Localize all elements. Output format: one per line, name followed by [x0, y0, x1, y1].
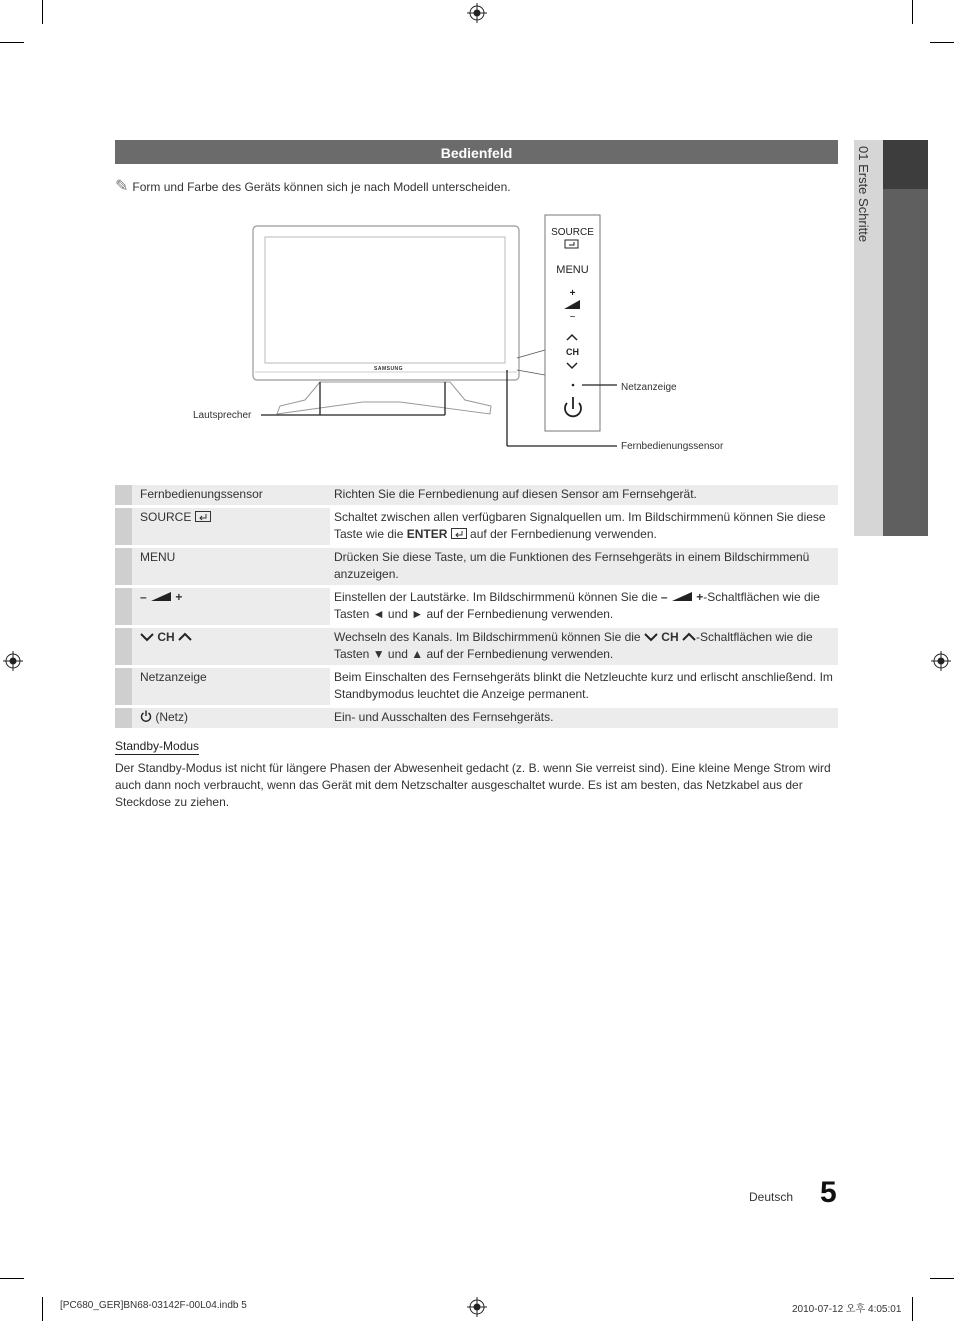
callout-fernbedienungssensor: Fernbedienungssensor	[621, 441, 724, 452]
chevron-down-icon	[644, 632, 658, 642]
crop-mark	[42, 0, 43, 24]
panel-menu-label: MENU	[556, 264, 589, 276]
row-name: Fernbedienungssensor	[132, 485, 330, 507]
row-name: (Netz)	[132, 707, 330, 730]
chevron-down-icon	[140, 632, 154, 642]
row-name: Netzanzeige	[132, 667, 330, 707]
row-desc: Ein- und Ausschalten des Fernsehgeräts.	[330, 707, 838, 730]
enter-icon	[451, 528, 467, 539]
callout-lautsprecher: Lautsprecher	[193, 410, 252, 421]
table-row	[115, 667, 838, 707]
panel-source-label: SOURCE	[551, 227, 594, 238]
row-name: SOURCE	[132, 507, 330, 547]
power-icon	[140, 710, 152, 722]
row-name: CH	[132, 627, 330, 667]
callout-netzanzeige: Netzanzeige	[621, 382, 677, 393]
footer-language: Deutsch	[749, 1190, 794, 1204]
side-tab-dark	[883, 140, 928, 536]
registration-mark-icon	[931, 651, 951, 671]
volume-icon	[671, 591, 693, 602]
pencil-note-icon: ✎	[115, 178, 129, 195]
row-desc: Beim Einschalten des Fernsehgeräts blinkt die Netzleuchte kurz und erlischt anschließend. Im Standbymodus leuchtet die Anzeige permanent.	[330, 667, 838, 707]
row-desc: Richten Sie die Fernbedienung auf diesen Sensor am Fernsehgerät.	[330, 485, 838, 507]
table-row	[115, 707, 838, 730]
crop-mark	[0, 1278, 24, 1279]
print-slug-date: 2010-07-12 오후 4:05:01	[792, 1304, 902, 1315]
side-tab-marker	[883, 140, 928, 189]
crop-mark	[912, 0, 913, 24]
table-row	[115, 507, 838, 547]
note-text: Form und Farbe des Geräts können sich je nach Modell unterscheiden.	[132, 180, 511, 194]
chapter-label: 01 Erste Schritte	[856, 146, 871, 243]
row-desc: Drücken Sie diese Taste, um die Funktionen des Fernsehgeräts in einem Bildschirmmenü anzuzeigen.	[330, 547, 838, 587]
crop-mark	[930, 1278, 954, 1279]
table-row	[115, 587, 838, 627]
registration-mark-icon	[467, 1297, 487, 1317]
crop-mark	[912, 1297, 913, 1321]
section-title: Bedienfeld	[115, 140, 838, 164]
row-name: MENU	[132, 547, 330, 587]
table-row	[115, 485, 838, 507]
row-desc: Einstellen der Lautstärke. Im Bildschirmmenü können Sie die – +-Schaltflächen wie die Tasten ◄ und ► auf der Fernbedienung verwenden.	[330, 587, 838, 627]
panel-minus-label: −	[569, 312, 576, 323]
standby-text: Der Standby-Modus ist nicht für längere Phasen der Abwesenheit gedacht (z. B. wenn Sie verreist sind). Eine kleine Menge Strom wird auch dann noch verbraucht, wenn das Gerät mit dem Netzschalter ausgeschaltet wurde. Es ist am besten, das Netzkabel aus der Steckdose zu ziehen.	[115, 761, 831, 809]
enter-icon	[195, 511, 211, 522]
panel-plus-label: +	[569, 288, 576, 299]
note	[115, 176, 511, 196]
chevron-up-icon	[178, 632, 192, 642]
control-table	[115, 485, 838, 731]
chevron-up-icon	[682, 632, 696, 642]
tv-diagram	[185, 210, 745, 470]
page-number: 5	[820, 1176, 837, 1209]
tv-brand-logo: SAMSUNG	[374, 366, 404, 372]
print-slug-file: [PC680_GER]BN68-03142F-00L04.indb 5	[60, 1300, 247, 1311]
table-row	[115, 627, 838, 667]
row-desc: Schaltet zwischen allen verfügbaren Signalquellen um. Im Bildschirmmenü können Sie diese Taste wie die ENTER auf der Fernbedienung verwenden.	[330, 507, 838, 547]
registration-mark-icon	[467, 3, 487, 23]
standby-title: Standby-Modus	[115, 739, 200, 753]
panel-ch-label: CH	[566, 347, 579, 357]
registration-mark-icon	[3, 651, 23, 671]
tv-stand	[277, 382, 491, 414]
crop-mark	[930, 42, 954, 43]
tv-screen	[265, 237, 505, 363]
volume-icon	[150, 591, 172, 602]
row-desc: Wechseln des Kanals. Im Bildschirmmenü können Sie die CH -Schaltflächen wie die Tasten ▼ und ▲ auf der Fernbedienung verwenden.	[330, 627, 838, 667]
table-row	[115, 547, 838, 587]
crop-mark	[42, 1297, 43, 1321]
row-name: – +	[132, 587, 330, 627]
crop-mark	[0, 42, 24, 43]
